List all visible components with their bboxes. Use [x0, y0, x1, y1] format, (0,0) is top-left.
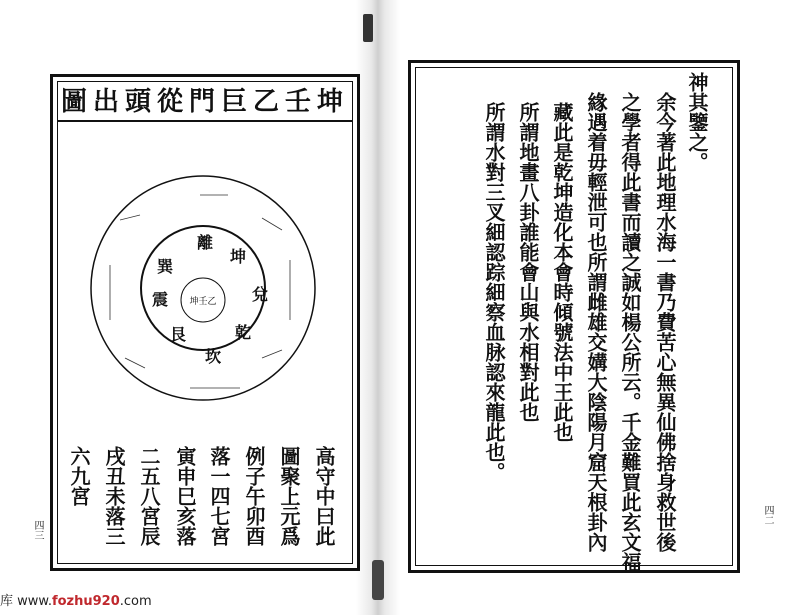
outer-ring — [91, 176, 315, 400]
trigram-label: 兌 — [251, 285, 269, 304]
trigram-label: 離 — [196, 233, 214, 252]
trigram-label: 巽 — [156, 257, 174, 276]
trigram-label: 震 — [151, 290, 169, 309]
compass-center-text: 坤壬乙 — [189, 297, 217, 307]
text-column: 神其鑒之。 — [685, 72, 709, 172]
text-column: 緣遇着毋輕泄可也所謂雌雄交媾大陰陽月窟天根卦內 — [584, 92, 608, 552]
text-column: 六九宮 — [67, 446, 91, 506]
text-column: 余今著此地理水海一書乃費苦心無異仙佛捨身救世後 — [653, 92, 677, 552]
watermark-brand: fozhu920 — [51, 594, 120, 609]
text-column: 圖聚上元爲 — [277, 446, 301, 546]
page-title: 坤壬乙巨門從頭出圖 — [60, 87, 349, 117]
watermark-prefix: 库 www. — [0, 594, 52, 609]
trigram-label: 艮 — [169, 325, 187, 344]
text-column: 所謂水對三叉細認踪細察血脉認來龍此也。 — [482, 102, 506, 482]
page-number-right: 四二 — [762, 505, 773, 525]
text-column: 所謂地畫八卦誰能會山與水相對此也 — [516, 102, 540, 422]
watermark-suffix: .com — [119, 594, 152, 609]
page-number-left: 四三 — [32, 520, 43, 540]
trigram-label: 坤 — [229, 247, 247, 266]
trigram-label: 乾 — [234, 323, 252, 342]
text-column: 之學者得此書而讀之誠如楊公所云。千金難買此玄文福 — [618, 92, 642, 572]
text-column: 戌丑未落三 — [102, 446, 126, 546]
watermark — [0, 590, 152, 609]
text-column: 高守中曰此 — [312, 446, 336, 546]
trigram-label: 坎 — [204, 347, 222, 366]
text-column: 藏此是乾坤造化本會時傾號法中王此也 — [550, 102, 574, 442]
text-column: 寅申巳亥落 — [173, 446, 197, 546]
text-column: 例子午卯酉 — [242, 446, 266, 546]
text-column: 落一四七宮 — [207, 446, 231, 546]
text-column: 二五八宮辰 — [137, 446, 161, 546]
